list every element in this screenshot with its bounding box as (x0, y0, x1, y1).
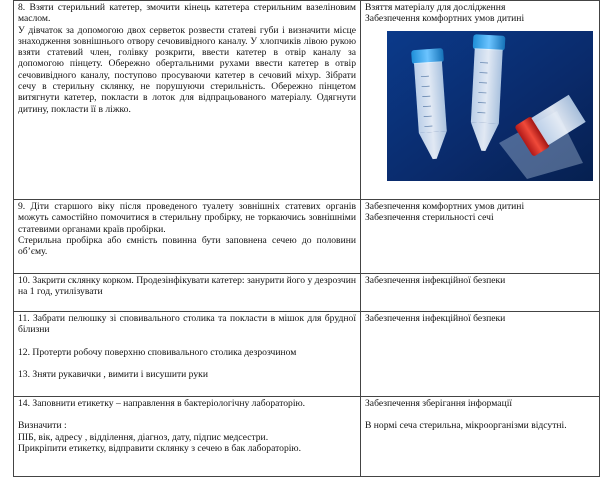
rationale-text: Взяття матеріалу для дослідження (365, 2, 506, 13)
rationale-text: Забезпечення інфекційної безпеки (365, 313, 506, 324)
step-text: 8. Взяти стерильний катетер, змочити кінець катетера стерильним вазеліновим маслом. (18, 2, 356, 25)
step-cell (14, 1, 361, 200)
rationale-cell (361, 312, 600, 397)
step-cell (14, 312, 361, 397)
step-text: Прикріпити етикетку, відправити склянку з сечею в бак лабораторію. (18, 442, 302, 454)
rationale-text: Забезпечення комфортних умов дитині (365, 13, 525, 25)
step-text: 11. Забрати пелюшку зі сповивального столика та покласти в мішок для брудної білизни (18, 313, 356, 336)
specimen-tubes-photo (387, 31, 593, 181)
step-text: ПІБ, вік, адресу , відділення, діагноз, дату, підпис медсестри. (18, 431, 269, 443)
procedure-table (13, 0, 600, 477)
step-text: 10. Закрити склянку корком. Продезінфікувати катетер: занурити його у дезрозчин на 1 год, утилізувати (18, 275, 356, 298)
rationale-cell (361, 397, 600, 477)
table-row (14, 1, 600, 200)
step-text: Визначити : (18, 420, 67, 432)
table-row (14, 397, 600, 477)
step-text: 13. Зняти рукавички , вимити і висушити руки (18, 368, 208, 380)
step-text: 12. Протерти робочу поверхню сповивального столика дезрозчином (18, 346, 297, 358)
step-text: Стерильна пробірка або ємність повинна бути заповнена сечею до половини об’єму. (18, 234, 356, 258)
step-text: У дівчаток за допомогою двох серветок розвести статеві губи і визначити місце знаходження зовнішнього отвору сечовивідного каналу. У хлопчиків лівою рукою взяти статевий член, голівку розкрити, ввести катетер в отвір каналу за допомогою пінцету. Обережно обертальними рухами ввести катетер в отвір сечовивідного каналу, поступово просуваючи катетер в сечовий міхур. Зібрати сечу в стерильну склянку, не порушуючи стерильність. Обережно пінцетом витягнути катетер, покласти в лоток для відпрацьованого матеріалу. Одягнути дитину, покласти її в ліжко. (18, 24, 356, 115)
table-row (14, 312, 600, 397)
rationale-text: Забезпечення комфортних умов дитині (365, 201, 525, 212)
step-cell (14, 397, 361, 477)
rationale-cell (361, 1, 600, 200)
rationale-text: В нормі сеча стерильна, мікроорганізми відсутні. (365, 420, 567, 432)
step-text: 14. Заповнити етикетку – направлення в бактеріологічну лабораторію. (18, 398, 306, 409)
rationale-cell (361, 200, 600, 274)
rationale-text: Забезпечення зберігання інформації (365, 398, 513, 409)
table-row (14, 200, 600, 274)
rationale-cell (361, 274, 600, 312)
step-cell (14, 200, 361, 274)
step-cell (14, 274, 361, 312)
rationale-text: Забезпечення стерильності сечі (365, 212, 494, 224)
rationale-text: Забезпечення інфекційної безпеки (365, 275, 506, 286)
table-row (14, 274, 600, 312)
step-text: 9. Діти старшого віку після проведеного туалету зовнішніх статевих органів можуть самостійно помочитися в стерильну пробірку, не торкаючись зовнішніми статевими органами країв пробірки. (18, 201, 356, 235)
specimen-tubes-image (387, 31, 593, 181)
